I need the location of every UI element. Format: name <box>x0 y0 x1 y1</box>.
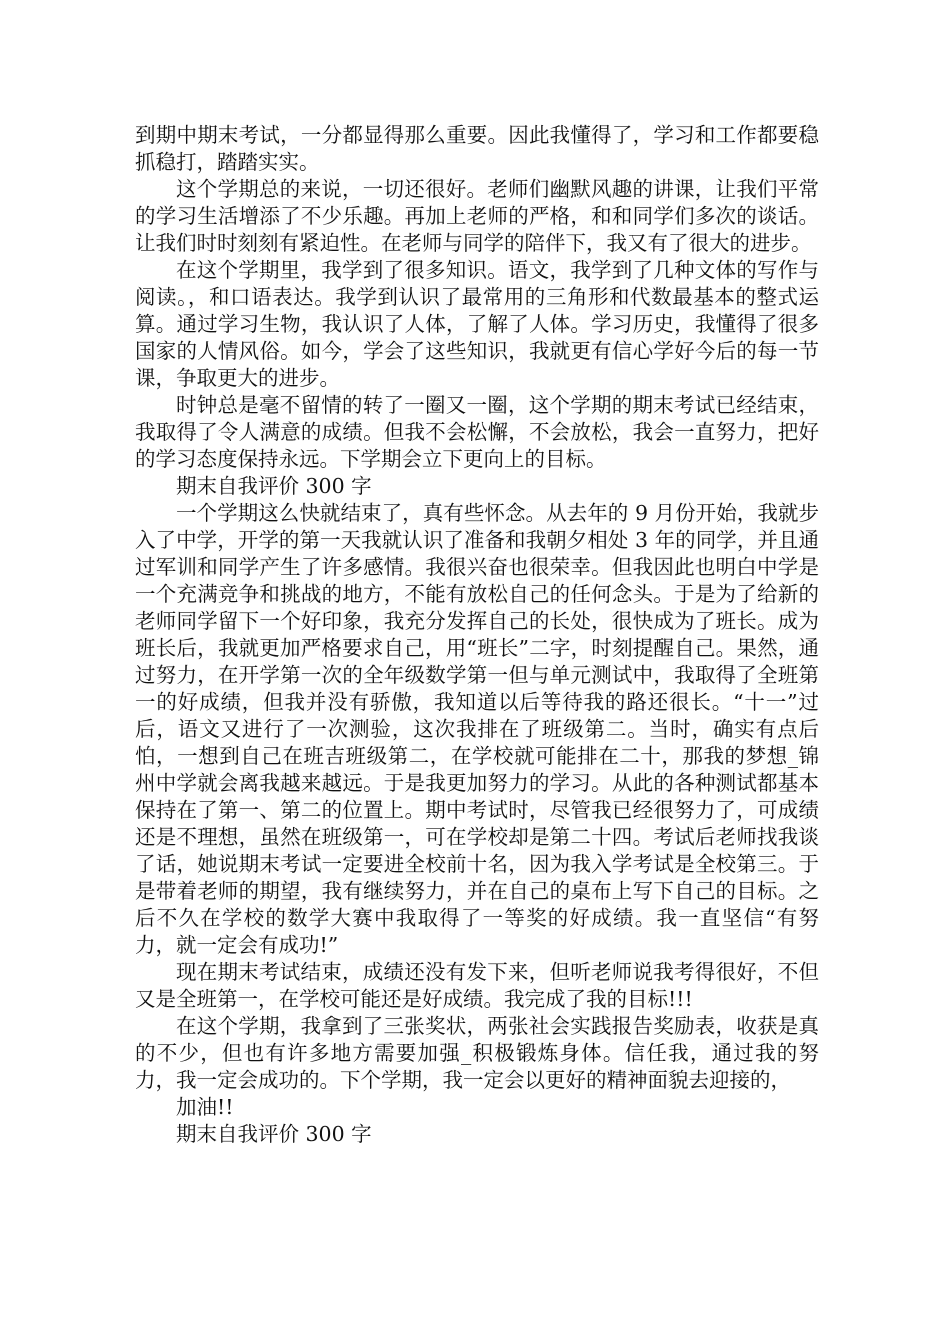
section-heading-2: 期末自我评价 300 字 <box>176 1122 372 1146</box>
paragraph-final-exam: 现在期末考试结束，成绩还没有发下来，但听老师说我考得很好，不但又是全班第一，在学校可能还是好成绩。我完成了我的目标!!! <box>135 960 819 1011</box>
paragraph-semester-summary: 这个学期总的来说，一切还很好。老师们幽默风趣的讲课，让我们平常的学习生活增添了不少乐趣。再加上老师的严格，和和同学们多次的谈话。让我们时时刻刻有紧迫性。在老师与同学的陪伴下，我又有了很大的进步。 <box>135 177 819 255</box>
document-page <box>135 122 819 1148</box>
paragraph-knowledge: 在这个学期里，我学到了很多知识。语文，我学到了几种文体的写作与阅读。，和口语表达。我学到认识了最常用的三角形和代数最基本的整式运算。通过学习生物，我认识了人体，了解了人体。学习历史，我懂得了很多国家的人情风俗。如今，学会了这些知识，我就更有信心学好今后的每一节课，争取更大的进步。 <box>135 258 819 390</box>
paragraph-exam-result: 时钟总是毫不留情的转了一圈又一圈，这个学期的期末考试已经结束，我取得了令人满意的成绩。但我不会松懈，不会放松，我会一直努力，把好的学习态度保持永远。下学期会立下更向上的目标。 <box>135 393 819 471</box>
paragraph-awards: 在这个学期，我拿到了三张奖状，两张社会实践报告奖励表，收获是真的不少，但也有许多地方需要加强_积极锻炼身体。信任我，通过我的努力，我一定会成功的。下个学期，我一定会以更好的精神面貌去迎接的， <box>135 1014 819 1092</box>
section-heading: 期末自我评价 300 字 <box>176 474 372 498</box>
paragraph-cheer: 加油!! <box>176 1095 234 1119</box>
paragraph-continued: 到期中期末考试，一分都显得那么重要。因此我懂得了，学习和工作都要稳抓稳打，踏踏实实。 <box>135 123 819 174</box>
paragraph-middle-school: 一个学期这么快就结束了，真有些怀念。从去年的 9 月份开始，我就步入了中学，开学的第一天我就认识了准备和我朝夕相处 3 年的同学，并且通过军训和同学产生了许多感情。我很兴奋也很荣幸。但我因此也明白中学是一个充满竞争和挑战的地方，不能有放松自己的任何念头。于是为了给新的老师同学留下一个好印象，我充分发挥自己的长处，很快成为了班长。成为班长后，我就更加严格要求自己，用“班长”二字，时刻提醒自己。果然，通过努力，在开学第一次的全年级数学第一但与单元测试中，我取得了全班第一的好成绩，但我并没有骄傲，我知道以后等待我的路还很长。“十一”过后，语文又进行了一次测验，这次我排在了班级第二。当时，确实有点后怕，一想到自己在班吉班级第二，在学校就可能排在二十，那我的梦想_锦州中学就会离我越来越远。于是我更加努力的学习。从此的各种测试都基本保持在了第一、第二的位置上。期中考试时，尽管我已经很努力了，可成绩还是不理想，虽然在班级第一，可在学校却是第二十四。考试后老师找我谈了话，她说期末考试一定要进全校前十名，因为我入学考试是全校第三。于是带着老师的期望，我有继续努力，并在自己的桌布上写下自己的目标。之后不久在学校的数学大赛中我取得了一等奖的好成绩。我一直坚信“有努力，就一定会有成功!” <box>135 501 819 957</box>
